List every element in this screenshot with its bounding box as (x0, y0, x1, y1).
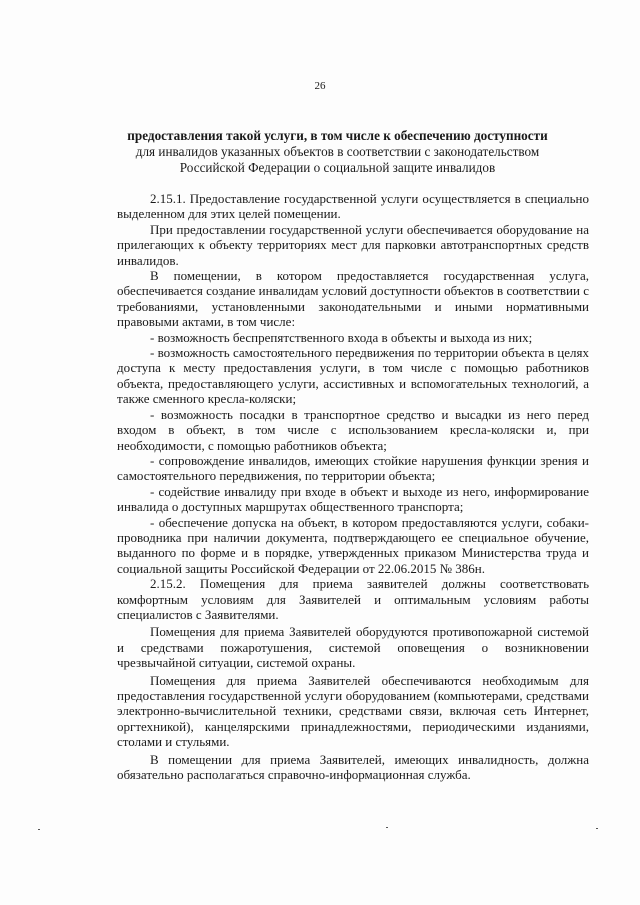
scan-speck (386, 827, 388, 828)
page-number: 26 (314, 80, 326, 92)
list-item-assistance: - содействие инвалиду при входе в объект и выходе из него, информирование инвалида о доступных маршрутах общественного транспорта; (117, 483, 589, 515)
scan-speck (596, 828, 598, 829)
paragraph-2-15-2: 2.15.2. Помещения для приема заявителей должны соответствовать комфортным условиям для Заявителей и оптимальным условиям работы специалистов с Заявителями. (117, 576, 589, 622)
heading-line-1: предоставления такой услуги, в том числе к обеспечению доступности (127, 128, 548, 143)
paragraph-info-service: В помещении для приема Заявителей, имеющих инвалидность, должна обязательно располагаться справочно-информационная служба. (117, 751, 589, 783)
list-item-guide-dog: - обеспечение допуска на объект, в котором предоставляются услуги, собаки-проводника при наличии документа, подтверждающего ее специальное обучение, выданного по форме и в порядке, утвержденных приказом Министерства труда и социальной защиты Российской Федерации от 22.06.2015 № 386н. (117, 514, 589, 576)
scan-speck (38, 829, 40, 830)
list-item-escort: - сопровождение инвалидов, имеющих стойкие нарушения функции зрения и самостоятельного передвижения, по территории объекта; (117, 452, 589, 484)
document-body (117, 191, 589, 782)
paragraph-equipment: Помещения для приема Заявителей обеспечиваются необходимым для предоставления государственной услуги оборудованием (компьютерами, средствами электронно-вычислительной техники, средствами связи, включая сеть Интернет, оргтехникой), канцелярскими принадлежностями, периодическими изданиями, столами и стульями. (117, 672, 589, 750)
list-item-movement: - возможность самостоятельного передвижения по территории объекта в целях доступа к месту предоставления услуги, в том числе с помощью работников объекта, предоставляющего услуги, ассистивных и вспомогательных технологий, а также сменного кресла-коляски; (117, 345, 589, 407)
list-item-transport: - возможность посадки в транспортное средство и высадки из него перед входом в объект, в том числе с использованием кресла-коляски и, при необходимости, с помощью работников объекта; (117, 406, 589, 453)
paragraph-accessibility-conditions: В помещении, в котором предоставляется государственная услуга, обеспечивается создание инвалидам условий доступности объектов в соответствии с требованиями, установленными законодательными и иными нормативными правовыми актами, в том числе: (117, 268, 589, 330)
paragraph-fire-safety: Помещения для приема Заявителей оборудуются противопожарной системой и средствами пожаротушения, системой оповещения о возникновении чрезвычайной ситуации, системой охраны. (117, 624, 589, 671)
list-item-entry-exit: - возможность беспрепятственного входа в объекты и выхода из них; (150, 329, 533, 345)
paragraph-2-15-1: 2.15.1. Предоставление государственной услуги осуществляется в специально выделенном для этих целей помещении. (117, 191, 589, 222)
paragraph-parking: При предоставлении государственной услуги обеспечивается оборудование на прилегающих к объекту территориях мест для парковки автотранспортных средств инвалидов. (117, 221, 589, 268)
section-heading (110, 128, 565, 176)
heading-line-3: Российской Федерации о социальной защите инвалидов (179, 160, 496, 175)
heading-line-2: для инвалидов указанных объектов в соответствии с законодательством (135, 144, 540, 159)
